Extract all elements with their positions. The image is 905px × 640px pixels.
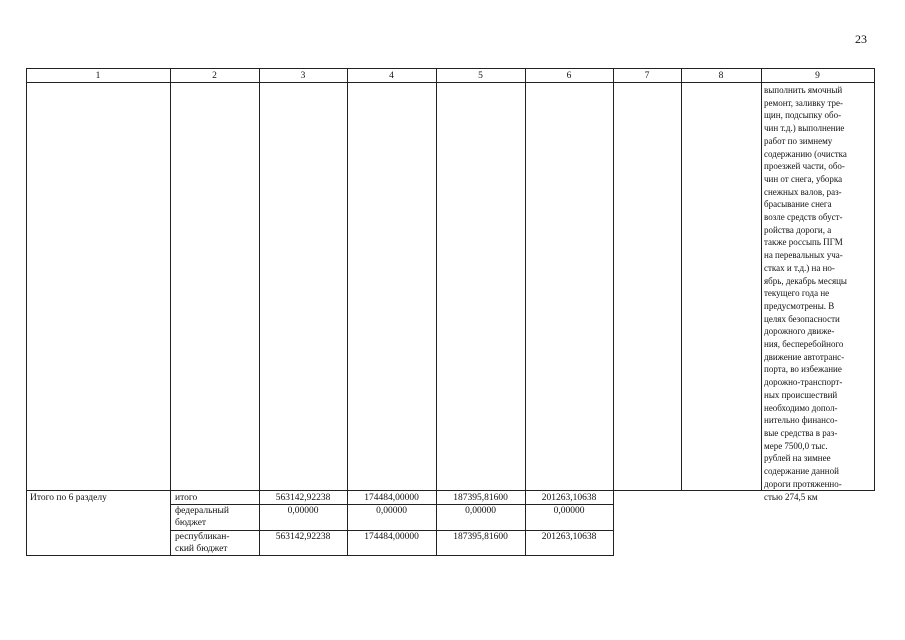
column-divider [613,68,614,555]
note-line: ных происшествий [764,389,838,400]
note-line: ремонт, заливку тре- [764,97,843,108]
header-col-9: 9 [815,71,820,81]
note-line: снежных валов, раз- [764,186,842,197]
summary-row-federal-c5: 0,00000 [465,506,496,516]
note-line: стью 274,5 км [764,491,818,502]
note-line: целях безопасности [764,313,840,324]
note-line: возле средств обуст- [764,212,843,223]
note-line: щин, подсыпку обо- [764,110,842,121]
note-line: содержание данной [764,466,839,477]
summary-row-total-c3: 563142,92238 [275,493,331,503]
column-divider [681,68,682,490]
column-divider [874,68,875,490]
summary-row-total-c4: 174484,00000 [364,493,419,503]
header-col-3: 3 [300,71,306,81]
summary-row-total-c5: 187395,81600 [453,493,508,503]
header-col-8: 8 [718,71,724,81]
note-line: чин от снега, уборка [764,173,843,184]
note-line: на перевальных уча- [764,250,843,261]
note-line: работ по зимнему [764,135,833,146]
summary-row-federal-c3: 0,00000 [287,506,319,516]
column-divider [525,68,526,555]
note-line: ния, бесперебойного [764,339,844,350]
summary-row-total-c6: 201263,10638 [541,493,597,503]
note-line: текущего года не [764,288,830,299]
column-divider [347,68,348,555]
summary-row-republic-type-line1: республикан- [175,532,230,542]
note-line: предусмотрены. В [764,300,835,311]
header-bottom-border [26,82,875,83]
page-number: 23 [855,32,867,46]
summary-row-federal-c6: 0,00000 [553,506,585,516]
summary-row-republic-c6: 201263,10638 [541,532,597,542]
note-line: брасывание снега [764,199,832,210]
summary-row-republic-c3: 563142,92238 [275,532,331,542]
note-line: вые средства в раз- [764,427,838,438]
note-line: дорожного движе- [764,326,835,337]
note-line: проезжей части, обо- [764,161,845,172]
header-col-7: 7 [644,71,650,81]
summary-row-republic-c5: 187395,81600 [453,532,508,542]
header-col-1: 1 [95,71,101,81]
column-divider [259,68,260,555]
column-9-note [764,84,874,503]
note-line: дороги протяженно- [764,478,842,489]
note-line: порта, во избежание [764,364,842,375]
note-line: ябрь, декабрь месяцы [764,275,847,286]
header-col-2: 2 [212,71,217,81]
header-col-4: 4 [389,71,394,81]
column-divider [761,68,762,490]
header-col-6: 6 [566,71,572,81]
column-divider [170,68,171,555]
summary-row-federal-type-line2: бюджет [175,518,207,528]
summary-row-republic-type-line2: ский бюджет [175,544,228,554]
note-line: ройства дороги, а [764,224,832,235]
note-line: также россыпь ПГМ [764,237,843,248]
summary-row-federal-type-line1: федеральный [175,506,229,516]
note-line: содержанию (очистка [764,148,847,159]
note-line: необходимо допол- [764,402,838,413]
note-line: мере 7500,0 тыс. [764,440,828,451]
summary-top-border [26,490,875,491]
note-line: выполнить ямочный [764,85,843,95]
summary-label: Итого по 6 разделу [30,493,107,503]
header-col-5: 5 [478,71,483,81]
note-line: нительно финансо- [764,415,838,426]
summary-row-republic-c4: 174484,00000 [364,532,419,542]
table-top-border [26,68,875,69]
column-divider [436,68,437,555]
column-divider [26,68,27,555]
note-line: стках и т.д.) на но- [764,262,835,273]
summary-row-total-type: итого [175,493,198,503]
note-line: дорожно-транспорт- [764,377,843,388]
summary-row-federal-c4: 0,00000 [376,506,407,516]
note-line: чин т.д.) выполнение [764,123,845,134]
note-line: движение автотранс- [764,351,845,362]
table-bottom-border [26,555,614,556]
note-line: рублей на зимнее [764,453,831,464]
